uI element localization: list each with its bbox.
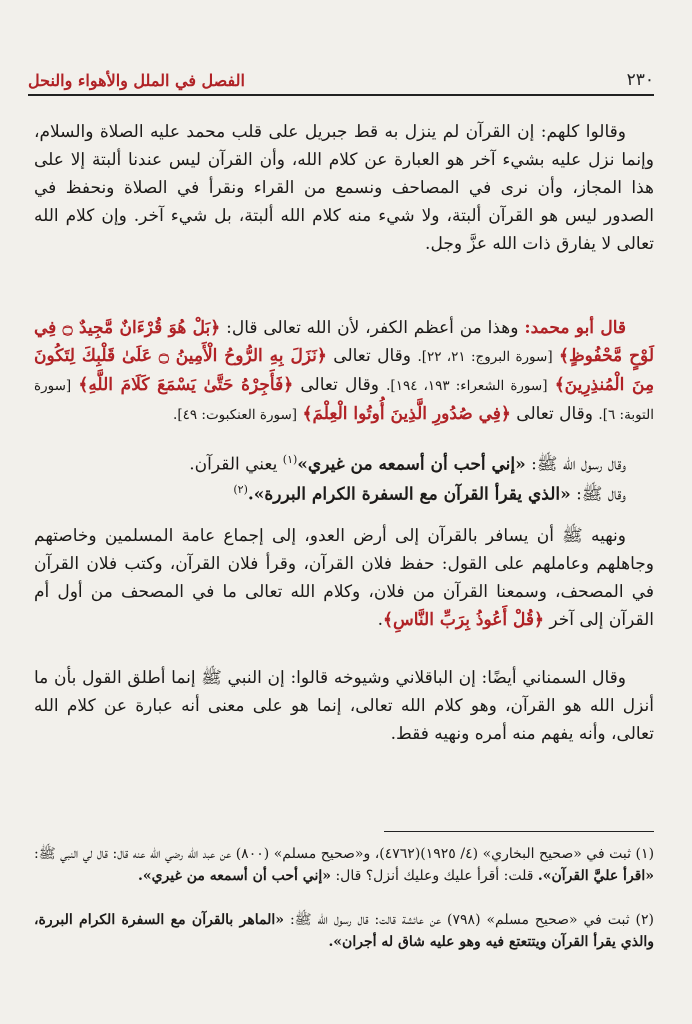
hadith-quote: «اقرأ عليَّ القرآن».: [537, 868, 654, 884]
footnote-2: [34, 909, 654, 953]
text-span: وقال تعالى: [333, 346, 412, 366]
header-rule: [28, 94, 654, 96]
quran-verse: ﴿فِي صُدُورِ الَّذِينَ أُوتُوا الْعِلْمَ﴾: [302, 404, 511, 424]
text-span: وقال تعالى: [300, 375, 379, 395]
page-number: ٢٣٠: [626, 70, 654, 90]
text-span: ونهيه ﷺ أن يسافر بالقرآن إلى أرض العدو، إلى إجماع عامة المسلمين وخاصتهم وجاهلهم وعاملهم على القول: حفظ فلان القرآن، وقرأ فلان القرآن، وكتب فلان القرآن في المصحف، وسمعنا القرآن من فلان، وكلام الله تعالى ما في المصحف من أول أم القرآن إلى آخر: [34, 526, 654, 630]
text-span: (٢) ثبت في «صحيح مسلم» (٧٩٨) عن عائشة قالت: قال رسول الله ﷺ:: [289, 912, 654, 928]
paragraph-abu-muhammad: [34, 314, 654, 446]
footnote-marker: (١): [282, 453, 298, 466]
paragraph: [34, 522, 654, 664]
verse-reference: [سورة الشعراء: ١٩٣، ١٩٤].: [386, 378, 548, 394]
paragraph: وقال السمناني أيضًا: إن الباقلاني وشيوخه قالوا: إن النبي ﷺ إنما أطلق القول بأن ما أنزل الله هو القرآن، وهو كلام الله تعالى، إنما هو على معنى أنه عبارة عن كلام الله تعالى، وأنه يفهم منه أمره ونهيه فقط.: [34, 668, 654, 744]
text-span: (١) ثبت في «صحيح البخاري» (٤/ ١٩٢٥)(٤٧٦٢)، و«صحيح مسلم» (٨٠٠) عن عبد الله رضي الله عنه قال: قال لي النبي ﷺ:: [34, 846, 655, 862]
paragraph-hadith-1: [34, 446, 654, 476]
footnote-rule: [384, 831, 654, 832]
footnote-1: [34, 843, 654, 909]
page-header: [28, 64, 654, 90]
text-span: قلت: أقرأ عليك وعليك أنزل؟ قال:: [335, 868, 534, 884]
hadith-quote: «الماهر بالقرآن مع السفرة الكرام البررة، والذي يقرأ القرآن ويتتعتع فيه وهو عليه شاق له أجران».: [34, 912, 654, 950]
footnotes: [34, 843, 654, 953]
verse-reference: [سورة العنكبوت: ٤٩].: [173, 407, 298, 423]
quran-verse: ﴿فَأَجِرْهُ حَتَّىٰ يَسْمَعَ كَلَامَ اللَّهِ﴾: [78, 375, 294, 395]
text-span: وقال ﷺ:: [576, 484, 626, 505]
paragraph-hadith-2: [34, 476, 654, 522]
text-span: وقال تعالى: [516, 404, 594, 424]
footnote-marker: (٢): [233, 483, 248, 496]
text-span: .: [377, 610, 384, 630]
main-text: [34, 118, 654, 784]
verse-reference: [سورة البروج: ٢١، ٢٢].: [417, 349, 553, 365]
hadith-quote: «الذي يقرأ القرآن مع السفرة الكرام البررة».: [247, 484, 571, 505]
verse-reference: [سورة التوبة: ٦].: [34, 378, 654, 423]
hadith-quote: «إني أحب أن أسمعه من غيري».: [137, 868, 331, 884]
text-span: وهذا من أعظم الكفر، لأن الله تعالى قال:: [226, 318, 519, 338]
paragraph: وقالوا كلهم: إن القرآن لم ينزل به قط جبريل على قلب محمد عليه الصلاة والسلام، وإنما نزل عليه بشيء آخر هو العبارة عن كلام الله، وأن القرآن ليس عندنا ألبتة إلا على هذا المجاز، وأن نرى في المصاحف ونسمع من القراء ونقرأ في الصلاة ونحفظ في الصدور ليس هو القرآن ألبتة، ولا شيء منه كلام الله ألبتة، بل شيء آخر. وإن كلام الله تعالى لا يفارق ذات الله عزَّ وجل.: [34, 122, 654, 254]
text-span: وقال رسول الله ﷺ:: [531, 454, 626, 475]
hadith-quote: «إني أحب أن أسمعه من غيري»: [297, 454, 526, 475]
running-title: الفصل في الملل والأهواء والنحل: [28, 71, 245, 90]
quran-verse: ﴿قُلْ أَعُوذُ بِرَبِّ النَّاسِ﴾: [383, 610, 544, 630]
speaker-label: قال أبو محمد:: [524, 318, 627, 338]
quran-verse: ﴿نَزَلَ بِهِ الرُّوحُ الْأَمِينُ ۝ عَلَىٰ قَلْبِكَ لِتَكُونَ مِنَ الْمُنذِرِينَ﴾: [34, 346, 655, 395]
text-span: يعني القرآن.: [189, 454, 278, 475]
quran-verse: ﴿بَلْ هُوَ قُرْءَانٌ مَّجِيدٌ ۝ فِي لَوْحٍ مَّحْفُوظٍ﴾: [34, 318, 655, 366]
